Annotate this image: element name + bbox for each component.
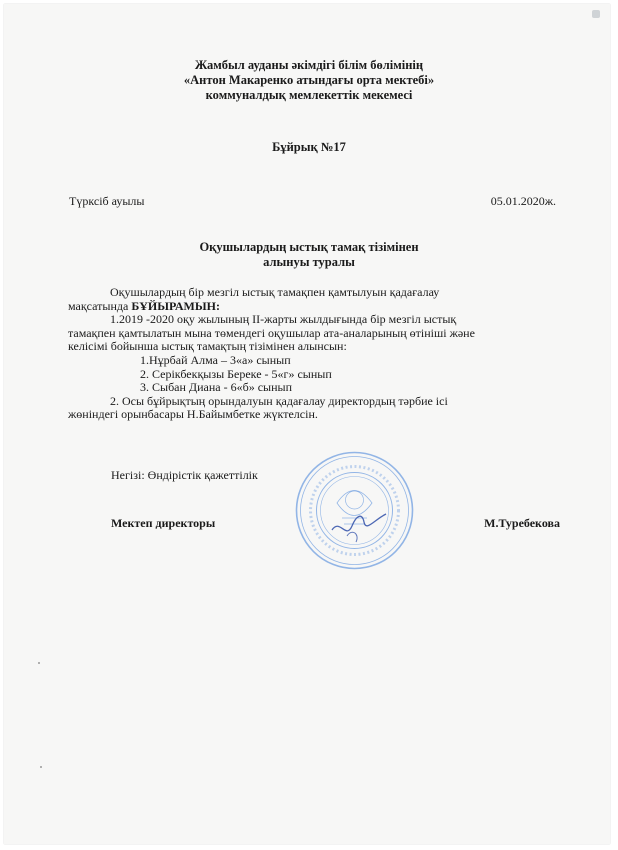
signature-scrawl: [332, 514, 386, 531]
document-page: [4, 4, 610, 844]
item1-line-2: тамақпен қамтылатын мына төмендегі оқушылар ата-аналарының өтініші және: [68, 325, 475, 340]
intro-prefix: мақсатында: [68, 298, 132, 313]
item2-line-2: жөніндегі орынбасары Н.Байымбетке жүктелсін.: [68, 407, 318, 422]
director-title: Мектеп директоры: [111, 516, 216, 530]
scan-speck: [40, 766, 42, 768]
order-title: Бұйрық №17: [272, 140, 346, 154]
basis-line: Негізі: Өндірістік қажеттілік: [111, 468, 258, 482]
document-header: [0, 58, 618, 103]
corner-mark: [592, 10, 600, 18]
date: 05.01.2020ж.: [490, 194, 556, 208]
order-keyword: БҰЙЫРАМЫН:: [131, 298, 220, 313]
header-line-2: «Антон Макаренко атындағы орта мектебі»: [183, 73, 435, 87]
header-line-3: коммуналдық мемлекеттік мекемесі: [205, 88, 413, 102]
place: Түрксіб ауылы: [69, 194, 145, 208]
intro-line-1: Оқушылардың бір мезгіл ыстық тамақпен қамтылуын қадағалау: [110, 285, 440, 299]
order-subject: [0, 240, 618, 270]
subject-line-2: алынуы туралы: [263, 255, 355, 269]
header-line-1: Жамбыл ауданы әкімдігі білім бөлімінің: [194, 58, 424, 72]
student-item: 1.Нұрбай Алма – 3«а» сынып: [140, 352, 291, 367]
subject-line-1: Оқушылардың ыстық тамақ тізімінен: [199, 240, 419, 254]
intro-line-2: [68, 300, 558, 314]
order-body: [68, 286, 558, 422]
item1-line-1: 1.2019 -2020 оқу жылының ІІ-жарты жылдығында бір мезгіл ыстық: [110, 312, 457, 327]
student-item: 3. Сыбан Диана - 6«б» сынып: [140, 380, 292, 395]
item2-line-1: 2. Осы бұйрықтың орындалуын қадағалау директордың тәрбие ісі: [110, 393, 448, 408]
item1-line-3: келісімі бойынша ыстық тамақтың тізімінен алынсын:: [68, 339, 347, 354]
school-stamp: [292, 448, 417, 573]
director-name: М.Туребекова: [484, 516, 560, 530]
scan-speck: [38, 662, 40, 664]
student-item: 2. Серікбекқызы Береке - 5«г» сынып: [140, 366, 332, 381]
